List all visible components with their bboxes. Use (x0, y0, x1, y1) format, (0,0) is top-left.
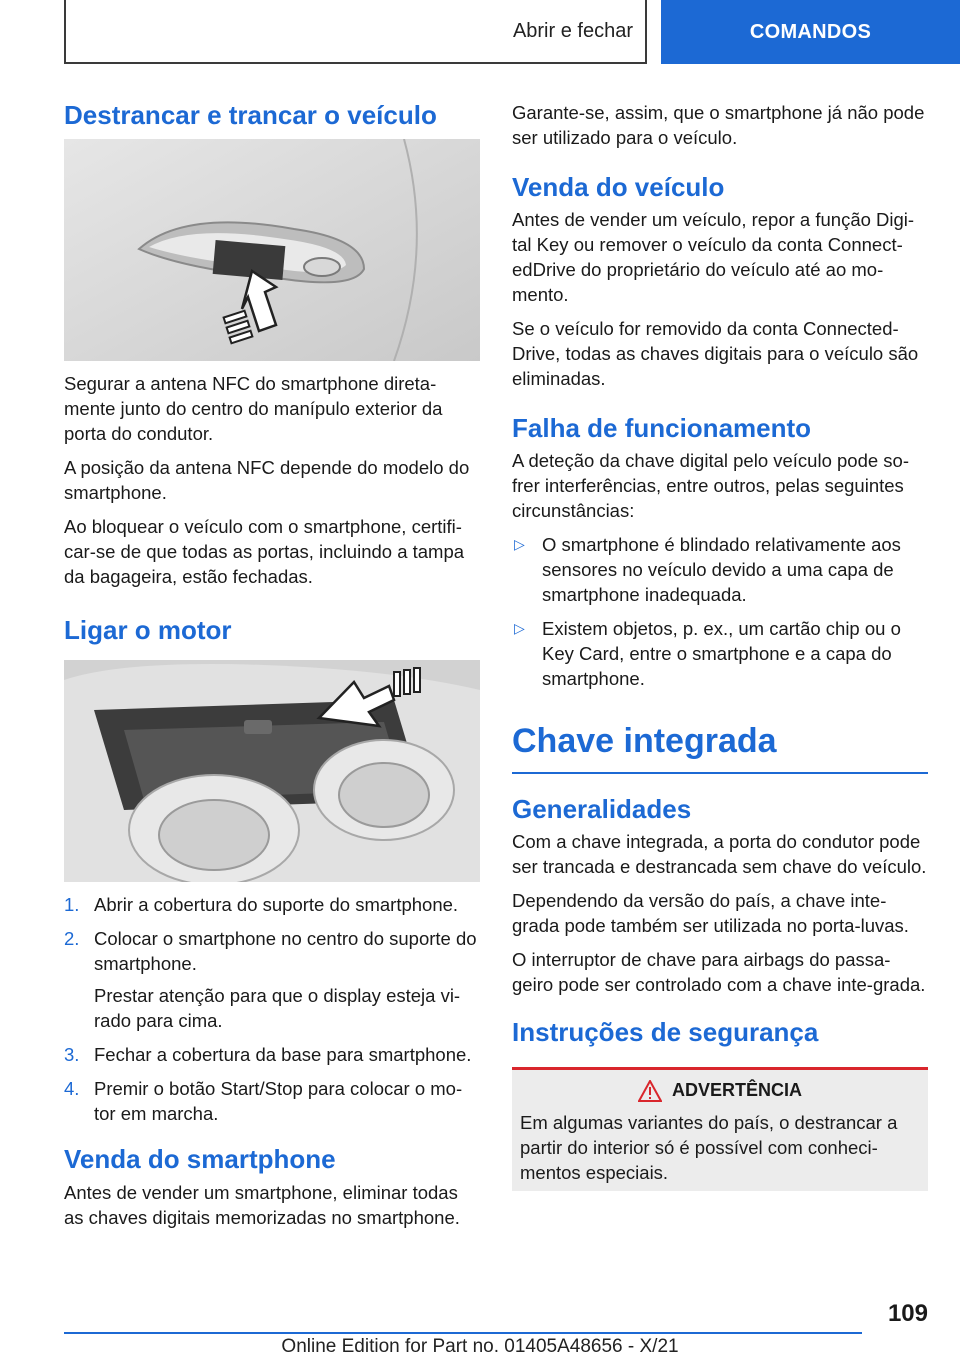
malfunction-list (512, 532, 928, 691)
heading-start-engine: Ligar o motor (64, 615, 232, 646)
list-item: 2. Colocar o smartphone no centro do suporte do smartphone. Prestar atenção para que o display esteja vi-rado para cima. (64, 928, 477, 1032)
door-handle-illustration (64, 139, 480, 361)
heading-sell-vehicle: Venda do veículo (512, 172, 725, 202)
unlock-paragraph-2: A posição da antena NFC depende do modelo do smartphone. (64, 457, 470, 504)
list-item: ▷ Existem objetos, p. ex., um cartão chip ou o Key Card, entre o smartphone e a capa do smartphone. (514, 618, 901, 690)
general-paragraph-2: Dependendo da versão do país, a chave inte-grada pode também ser utilizada no porta-luvas. (512, 890, 909, 937)
heading-unlock-lock: Destrancar e trancar o veículo (64, 100, 437, 130)
bullet-triangle-icon: ▷ (514, 620, 525, 637)
heading-sell-smartphone: Venda do smartphone (64, 1144, 336, 1175)
section-title: Abrir e fechar (512, 19, 633, 42)
chapter-tab (661, 0, 960, 64)
left-column (64, 100, 480, 1239)
page-number: 109 (887, 1300, 928, 1327)
general-paragraph-1: Com a chave integrada, a porta do condutor pode ser trancada e destrancada sem chave do veículo. (512, 831, 927, 878)
list-item: 1. Abrir a cobertura do suporte do smartphone. (64, 894, 459, 916)
general-paragraph-3: O interruptor de chave para airbags do passa-geiro pode ser controlado com a chave inte-grada. (512, 949, 926, 996)
warning-text: Em algumas variantes do país, o destrancar a partir do interior só é possível com conheci-mentos especiais. (520, 1111, 898, 1183)
sell-vehicle-paragraph-1: Antes de vender um veículo, repor a função Digi-tal Key ou remover o veículo da conta Connect-edDrive do proprietário do veículo até ao mo-mento. (512, 209, 915, 306)
start-steps-list (64, 892, 480, 1126)
list-item: 4. Premir o botão Start/Stop para colocar o mo-tor em marcha. (64, 1078, 463, 1125)
heading-malfunction: Falha de funcionamento (512, 413, 812, 444)
warning-header (520, 1080, 920, 1102)
heading-integrated-key: Chave integrada (512, 721, 928, 774)
sell-vehicle-paragraph-2: Se o veículo for removido da conta Connected-Drive, todas as chaves digitais para o veículo são eliminadas. (512, 318, 919, 390)
right-column (512, 100, 928, 1191)
unlock-paragraph-1: Segurar a antena NFC do smartphone direta-mente junto do centro do manípulo exterior da porta do condutor. (64, 373, 443, 445)
warning-triangle-icon (638, 1080, 662, 1102)
section-header (64, 0, 647, 64)
footer-divider (64, 1332, 862, 1334)
heading-safety: Instruções de segurança (512, 1017, 819, 1048)
unlock-paragraph-3: Ao bloquear o veículo com o smartphone, certifi-car-se de que todas as portas, incluindo a tampa da bagageira, estão fechadas. (64, 516, 465, 588)
warning-box (512, 1067, 928, 1191)
sell-smartphone-paragraph: Antes de vender um smartphone, eliminar todas as chaves digitais memorizadas no smartphone. (64, 1181, 460, 1228)
heading-general: Generalidades (512, 794, 692, 825)
continued-paragraph: Garante-se, assim, que o smartphone já não pode ser utilizado para o veículo. (512, 102, 925, 148)
warning-title: ADVERTÊNCIA (671, 1080, 802, 1101)
malfunction-paragraph: A deteção da chave digital pelo veículo pode so-frer interferências, entre outros, pelas seguintes circunstâncias: (512, 450, 910, 522)
footer-edition: Online Edition for Part no. 01405A48656 - X/21 (281, 1336, 679, 1357)
chapter-title: COMANDOS (749, 20, 872, 43)
list-item: ▷ O smartphone é blindado relativamente aos sensores no veículo devido a uma capa de smartphone inadequada. (514, 534, 901, 606)
list-item: 3. Fechar a cobertura da base para smartphone. (64, 1044, 472, 1066)
bullet-triangle-icon: ▷ (514, 536, 525, 553)
phone-holder-illustration (64, 660, 480, 882)
